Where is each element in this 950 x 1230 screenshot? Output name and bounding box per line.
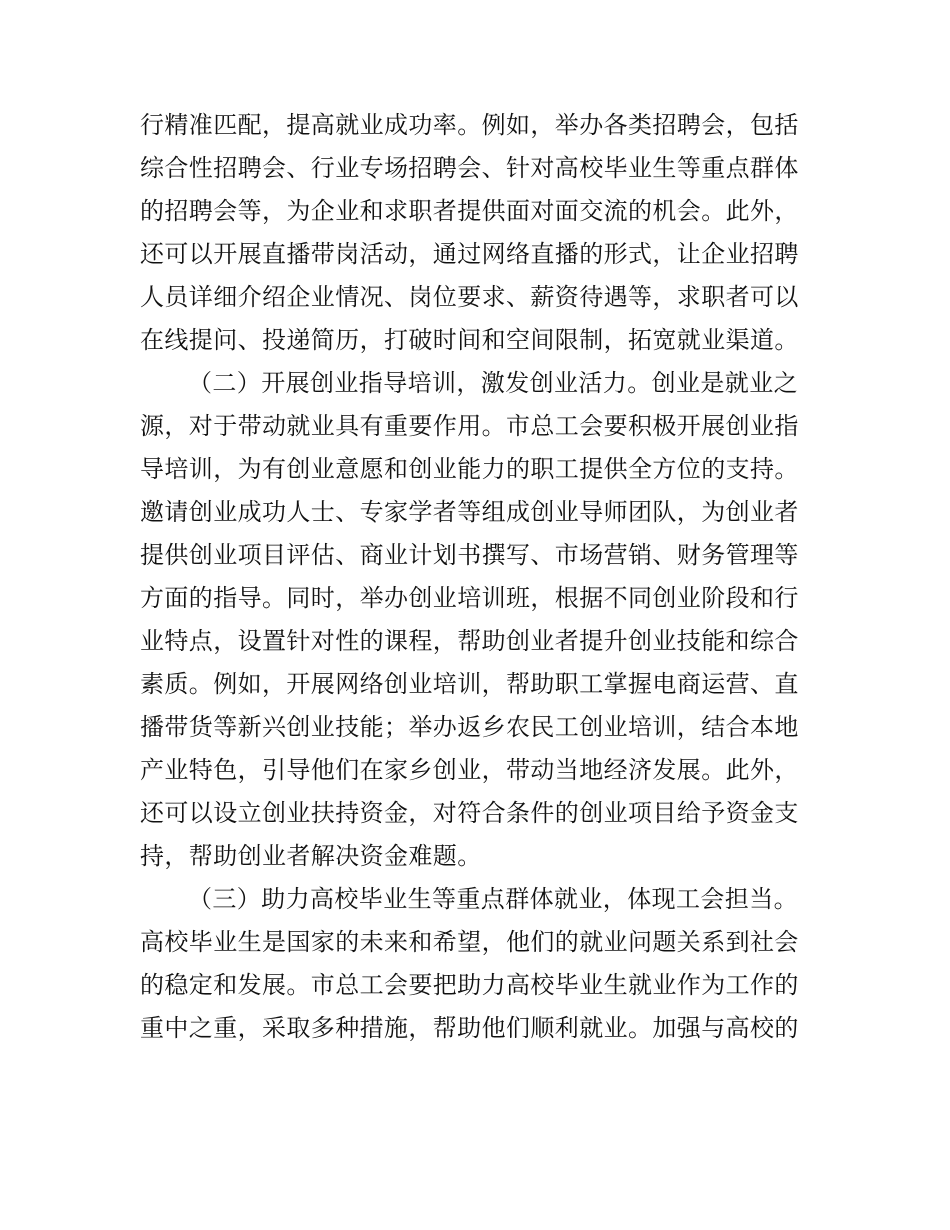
paragraph-line: 行精准匹配，提高就业成功率。例如，举办各类招聘会，包括 (140, 111, 799, 139)
document-body (140, 104, 812, 1050)
paragraph-line: 的招聘会等，为企业和求职者提供面对面交流的机会。此外， (140, 197, 799, 225)
paragraph-line: 素质。例如，开展网络创业培训，帮助职工掌握电商运营、直 (140, 670, 799, 698)
paragraph-2 (140, 362, 812, 878)
paragraph-line: 人员详细介绍企业情况、岗位要求、薪资待遇等，求职者可以 (140, 283, 799, 311)
paragraph-line: 的稳定和发展。市总工会要把助力高校毕业生就业作为工作的 (140, 971, 799, 999)
paragraph-line: 方面的指导。同时，举办创业培训班，根据不同创业阶段和行 (140, 584, 799, 612)
paragraph-line: 源，对于带动就业具有重要作用。市总工会要积极开展创业指 (140, 412, 799, 440)
paragraph-line: 邀请创业成功人士、专家学者等组成创业导师团队，为创业者 (140, 498, 799, 526)
paragraph-line: 播带货等新兴创业技能；举办返乡农民工创业培训，结合本地 (140, 713, 799, 741)
paragraph-line: 持，帮助创业者解决资金难题。 (140, 842, 482, 870)
paragraph-line: 导培训，为有创业意愿和创业能力的职工提供全方位的支持。 (140, 455, 799, 483)
paragraph-line: 综合性招聘会、行业专场招聘会、针对高校毕业生等重点群体 (140, 154, 799, 182)
paragraph-line: 重中之重，采取多种措施，帮助他们顺利就业。加强与高校的 (140, 1014, 799, 1042)
paragraph-line: 还可以设立创业扶持资金，对符合条件的创业项目给予资金支 (140, 799, 799, 827)
paragraph-line: 在线提问、投递简历，打破时间和空间限制，拓宽就业渠道。 (140, 326, 799, 354)
paragraph-line-first: （二）开展创业指导培训，激发创业活力。创业是就业之 (188, 369, 798, 397)
paragraph-line: 高校毕业生是国家的未来和希望，他们的就业问题关系到社会 (140, 928, 799, 956)
paragraph-3 (140, 878, 812, 1050)
paragraph-1 (140, 104, 812, 362)
paragraph-line-first: （三）助力高校毕业生等重点群体就业，体现工会担当。 (188, 885, 798, 913)
paragraph-line: 产业特色，引导他们在家乡创业，带动当地经济发展。此外， (140, 756, 799, 784)
paragraph-line: 还可以开展直播带岗活动，通过网络直播的形式，让企业招聘 (140, 240, 799, 268)
paragraph-line: 业特点，设置针对性的课程，帮助创业者提升创业技能和综合 (140, 627, 799, 655)
paragraph-line: 提供创业项目评估、商业计划书撰写、市场营销、财务管理等 (140, 541, 799, 569)
